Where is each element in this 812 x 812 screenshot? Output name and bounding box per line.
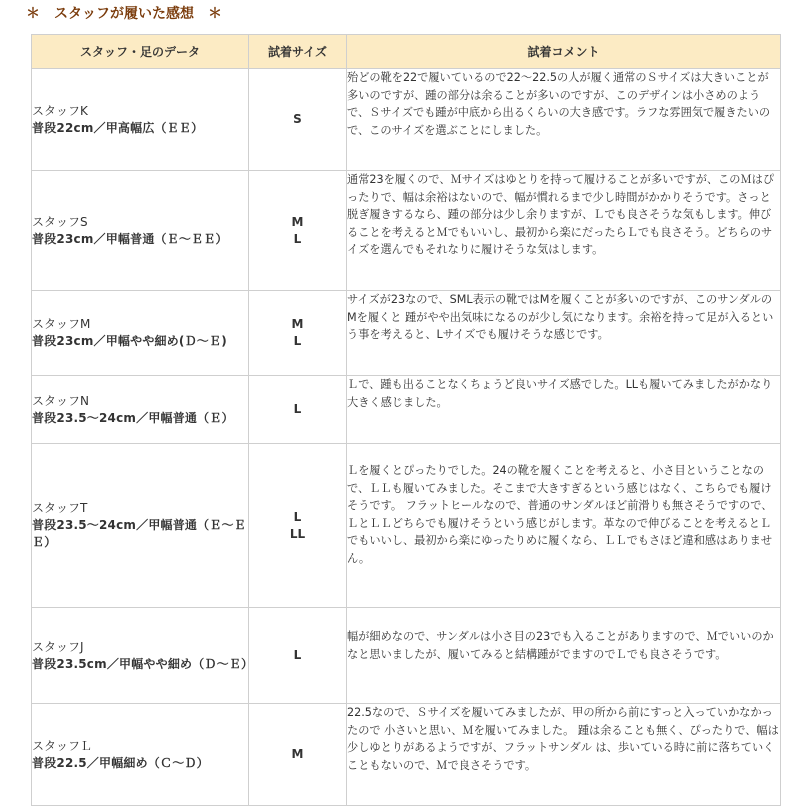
comment-cell: 22.5なので、Ｓサイズを履いてみましたが、甲の所から前にすっと入っていかなかったので 小さいと思い、Ｍを履いてみました。 踵は余ることも無く、ぴったりで、幅は少しゆとりがあるようですが、フラットサンダル は、歩いている時に前に落ちていくこともないので、Ｍで良さそうです。: [347, 704, 781, 806]
foot-data: 普段23.5～24cm／甲幅普通（Ｅ～ＥＥ）: [32, 518, 246, 549]
staff-cell: [32, 171, 249, 291]
section-title: ＊ スタッフが履いた感想 ＊: [26, 6, 222, 22]
table-row: [32, 171, 781, 291]
size-value: M: [291, 214, 304, 229]
table-row: [32, 69, 781, 171]
foot-data: 普段23cm／甲幅普通（Ｅ～ＥＥ）: [32, 231, 228, 246]
size-cell: [249, 171, 347, 291]
table-row: [32, 704, 781, 806]
size-value: L: [293, 231, 302, 246]
comment-cell: Ｌを履くとぴったりでした。24の靴を履くことを考えると、小さ目ということなので、ＬＬも履いてみました。そこまで大きすぎるという感じはなく、こちらでも履けそうです。 フラットヒールなので、普通のサンダルほど前滑りも無さそうですので、ＬとＬＬどちらでも履けそうという感じがします。革なので伸びることを考えるとＬでもいいし、最初から楽にゆったりめに履くなら、ＬＬでもさほど違和感はありません。: [347, 444, 781, 608]
staff-cell: [32, 444, 249, 608]
header-size: 試着サイズ: [249, 35, 347, 69]
staff-cell: [32, 376, 249, 444]
comment-cell: サイズが23なので、SML表示の靴ではMを履くことが多いのですが、このサンダルのMを履くと 踵がやや出気味になるのが少し気になります。余裕を持って足が入るという事を考えると、Lサイズでも履けそうな感じです。: [347, 291, 781, 376]
foot-data: 普段22cm／甲高幅広（ＥＥ）: [32, 120, 204, 135]
foot-data: 普段23.5～24cm／甲幅普通（Ｅ）: [32, 410, 234, 425]
size-value: M: [291, 747, 304, 761]
table-row: [32, 291, 781, 376]
comment-cell: 殆どの靴を22で履いているので22～22.5の人が履く通常のＳサイズは大きいことが 多いのですが、踵の部分は余ることが多いのですが、このデザインは小さめのようで、Ｓサイズでも踵が中底から出るくらいの大き感です。ラフな雰囲気で履きたいので、このサイズを選ぶことにしました。: [347, 69, 781, 171]
size-value: S: [293, 112, 302, 126]
size-value: M: [291, 317, 304, 331]
staff-review-table: [31, 34, 781, 806]
size-cell: [249, 444, 347, 608]
comment-cell: 幅が細めなので、サンダルは小さ目の23でも入ることがありますので、Ｍでいいのかなと思いましたが、履いてみると結構踵がでますのでＬでも良さそうです。: [347, 608, 781, 704]
table-row: [32, 608, 781, 704]
staff-name: スタッフS: [32, 214, 88, 229]
staff-name: スタッフT: [32, 501, 88, 515]
table-row: [32, 444, 781, 608]
size-cell: [249, 376, 347, 444]
foot-data: 普段22.5／甲幅細め（Ｃ～Ｄ）: [32, 755, 209, 770]
staff-name: スタッフK: [32, 103, 88, 118]
comment-cell: Ｌで、踵も出ることなくちょうど良いサイズ感でした。LLも履いてみましたがかなり大きく感じました。: [347, 376, 781, 444]
staff-name: スタッフM: [32, 317, 91, 331]
size-cell: [249, 704, 347, 806]
staff-name: スタッフN: [32, 393, 89, 408]
header-comment: 試着コメント: [347, 35, 781, 69]
table-header-row: [32, 35, 781, 69]
staff-cell: [32, 69, 249, 171]
staff-name: スタッフＬ: [32, 738, 93, 753]
size-value: LL: [289, 526, 306, 541]
size-value: L: [293, 334, 302, 348]
staff-cell: [32, 608, 254, 704]
size-cell: [249, 291, 347, 376]
foot-data: 普段23.5cm／甲幅やや細め（Ｄ～Ｅ）: [32, 656, 254, 671]
staff-cell: [32, 704, 249, 806]
size-cell: [249, 69, 347, 171]
staff-cell: [32, 291, 249, 376]
foot-data: 普段23cm／甲幅やや細め(Ｄ～Ｅ): [32, 334, 227, 348]
size-cell: [249, 608, 347, 704]
staff-name: スタッフJ: [32, 639, 84, 654]
comment-cell: 通常23を履くので、Ｍサイズはゆとりを持って履けることが多いですが、このＭはぴったりで、幅は余裕はないので、幅が慣れるまで少し時間がかかりそうです。さっと脱ぎ履きするなら、踵の部分は少し余りますが、Ｌでも良さそうな気もします。伸びることを考えるとＭでもいいし、最初から楽にだったらＬでも良さそう。どちらのサイズを選んでもそれなりに履けそうな気はします。: [347, 171, 781, 291]
size-value: L: [293, 509, 302, 524]
size-value: L: [293, 648, 302, 662]
header-staff: スタッフ・足のデータ: [32, 35, 249, 69]
size-value: L: [293, 402, 302, 416]
table-row: [32, 376, 781, 444]
